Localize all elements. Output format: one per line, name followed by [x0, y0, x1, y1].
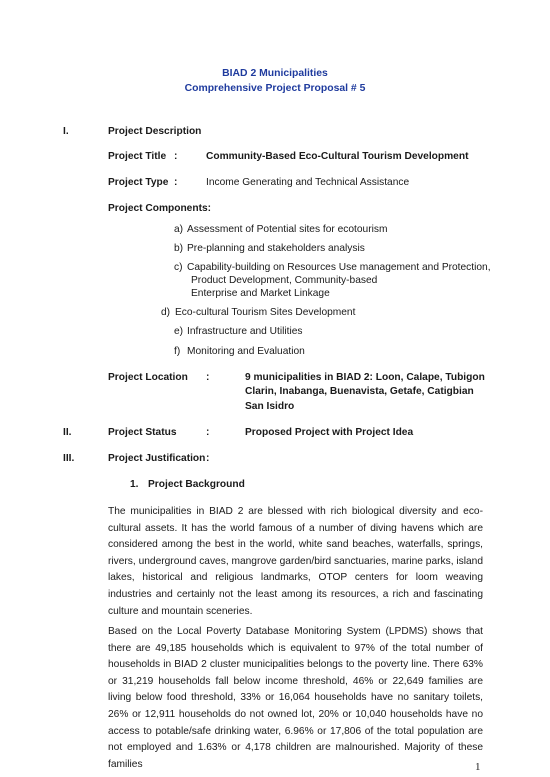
project-justification-label: Project Justification: [108, 453, 206, 464]
section-numeral: II.: [63, 427, 72, 438]
list-item: Pre-planning and stakeholders analysis: [187, 243, 365, 254]
list-item: Eco-cultural Tourism Sites Development: [175, 307, 356, 318]
project-type-value: Income Generating and Technical Assistance: [206, 177, 410, 188]
colon: :: [206, 453, 210, 464]
list-marker: c): [174, 262, 183, 273]
list-marker: f): [174, 346, 181, 357]
subsection-heading: Project Background: [148, 479, 245, 490]
project-type-label: Project Type: [108, 177, 169, 188]
section-numeral: III.: [63, 453, 75, 464]
list-marker: d): [161, 307, 171, 318]
project-title-label: Project Title: [108, 151, 167, 162]
colon: :: [206, 427, 210, 438]
colon: :: [174, 177, 178, 188]
list-item: Infrastructure and Utilities: [187, 326, 303, 337]
project-title-value: Community-Based Eco-Cultural Tourism Development: [206, 151, 469, 162]
list-item: Assessment of Potential sites for ecotourism: [187, 224, 388, 235]
page-number: 1: [475, 761, 481, 773]
list-item: Capability-building on Resources Use management and Protection,: [187, 262, 491, 273]
section-heading: Project Description: [108, 126, 202, 137]
list-item-continuation: Product Development, Community-based: [191, 275, 378, 286]
list-item-continuation: Enterprise and Market Linkage: [191, 288, 330, 299]
list-marker: b): [174, 243, 184, 254]
project-status-label: Project Status: [108, 427, 177, 438]
list-item: Monitoring and Evaluation: [187, 346, 305, 357]
project-status-value: Proposed Project with Project Idea: [245, 427, 414, 438]
document-title: BIAD 2 Municipalities: [222, 68, 328, 79]
list-marker: a): [174, 224, 184, 235]
project-location-value: 9 municipalities in BIAD 2: Loon, Calape, Tubigon: [245, 372, 485, 383]
project-location-label: Project Location: [108, 372, 188, 383]
body-paragraph: Based on the Local Poverty Database Monitoring System (LPDMS) shows that there are 49,185 households which is equivalent to 97% of the total number of households in BIAD 2 cluster municipalities belongs to the poverty line. There 63% or 31,219 households fall below income threshold, 46% or 22,649 families are living below food threshold, 33% or 16,064 households have no sanitary toilets, 26% or 12,911 households do not owned lot, 20% or 10,040 households have no access to potable/safe drinking water, 6.96% or 17,806 of the total population are not employed and 1.63% or 4,178 children are malnourished. Majority of these families: [108, 626, 483, 770]
colon: :: [206, 372, 210, 383]
body-paragraph: The municipalities in BIAD 2 are blessed with rich biological diversity and eco-cultural assets. It has the world famous of a number of diving havens which are considered among the best in the world, white sand beaches, waterfalls, springs, rivers, underground caves, mangrove garden/bird sanctuaries, marine parks, island lakes, historical and religious landmarks, OTOP centers for loom weaving industries and certainly not the least among its resources, a rich and fascinating culture and mountain sceneries.: [108, 506, 483, 617]
subsection-number: 1.: [130, 479, 139, 490]
list-marker: e): [174, 326, 184, 337]
document-subtitle: Comprehensive Project Proposal # 5: [184, 83, 366, 94]
project-location-value: San Isidro: [245, 401, 295, 412]
project-location-value: Clarin, Inabanga, Buenavista, Getafe, Catigbian: [245, 386, 474, 397]
colon: :: [174, 151, 178, 162]
section-numeral: I.: [63, 126, 69, 137]
project-components-label: Project Components:: [108, 203, 212, 214]
